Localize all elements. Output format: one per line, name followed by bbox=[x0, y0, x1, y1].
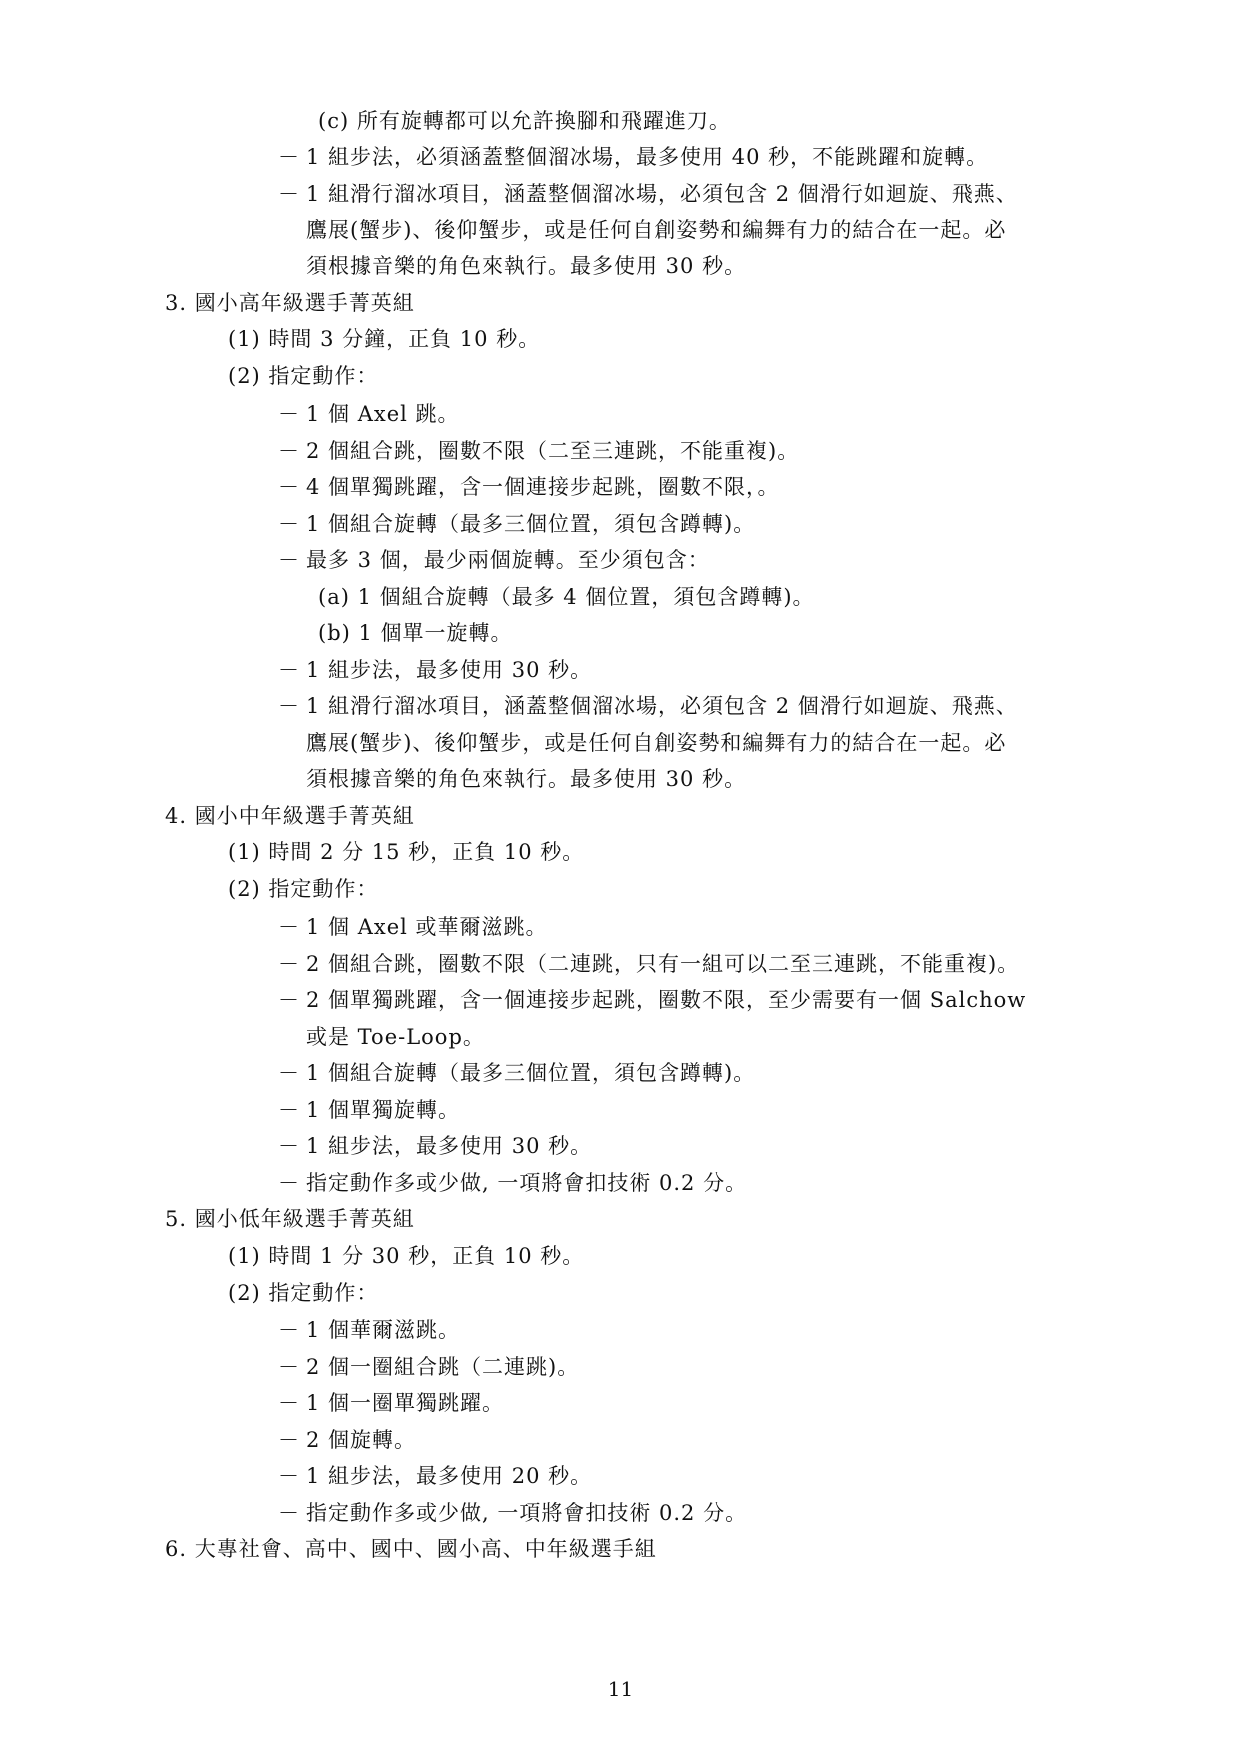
bullet-item: － 1 組步法，最多使用 30 秒。 bbox=[278, 1134, 593, 1158]
sub-item: (2) 指定動作： bbox=[228, 1281, 379, 1305]
sub-item: (1) 時間 3 分鐘，正負 10 秒。 bbox=[228, 327, 541, 351]
bullet-item: － 1 個單獨旋轉。 bbox=[278, 1098, 461, 1122]
section-heading: 6. 大專社會、高中、國中、國小高、中年級選手組 bbox=[165, 1537, 657, 1561]
bullet-item: － 1 個組合旋轉（最多三個位置，須包含蹲轉)。 bbox=[278, 512, 756, 536]
bullet-item: － 1 個組合旋轉（最多三個位置，須包含蹲轉)。 bbox=[278, 1061, 756, 1085]
bullet-item: － 1 組步法，最多使用 30 秒。 bbox=[278, 658, 593, 682]
bullet-item: － 2 個旋轉。 bbox=[278, 1428, 417, 1452]
section-heading: 5. 國小低年級選手菁英組 bbox=[165, 1207, 415, 1231]
bullet-item: － 指定動作多或少做, 一項將會扣技術 0.2 分。 bbox=[278, 1171, 748, 1195]
bullet-item: － 2 個組合跳，圈數不限（二連跳，只有一組可以二至三連跳，不能重複)。 bbox=[278, 952, 1020, 976]
bullet-item: － 1 個 Axel 跳。 bbox=[278, 402, 460, 426]
bullet-item: － 1 個一圈單獨跳躍。 bbox=[278, 1391, 505, 1415]
bullet-item: － 4 個單獨跳躍，含一個連接步起跳，圈數不限，。 bbox=[278, 475, 780, 499]
sub-item: (2) 指定動作： bbox=[228, 877, 379, 901]
sub-item: (1) 時間 2 分 15 秒，正負 10 秒。 bbox=[228, 840, 585, 864]
sub-item: (1) 時間 1 分 30 秒，正負 10 秒。 bbox=[228, 1244, 585, 1268]
bullet-item: － 1 個 Axel 或華爾滋跳。 bbox=[278, 915, 548, 939]
sub-item-a: (a) 1 個組合旋轉（最多 4 個位置，須包含蹲轉)。 bbox=[318, 585, 815, 609]
bullet-item: － 1 組滑行溜冰項目，涵蓋整個溜冰場，必須包含 2 個滑行如迴旋、飛燕、 bbox=[278, 694, 1018, 718]
bullet-continuation: 鷹展(蟹步)、後仰蟹步，或是任何自創姿勢和編舞有力的結合在一起。必 bbox=[306, 218, 1007, 242]
sub-item-c: (c) 所有旋轉都可以允許換腳和飛躍進刀。 bbox=[318, 109, 731, 133]
bullet-continuation: 鷹展(蟹步)、後仰蟹步，或是任何自創姿勢和編舞有力的結合在一起。必 bbox=[306, 731, 1007, 755]
bullet-continuation: 須根據音樂的角色來執行。最多使用 30 秒。 bbox=[306, 254, 747, 278]
page-number: 11 bbox=[607, 1677, 634, 1701]
bullet-item: － 最多 3 個，最少兩個旋轉。至少須包含： bbox=[278, 548, 710, 572]
bullet-item: － 1 組步法，必須涵蓋整個溜冰場，最多使用 40 秒，不能跳躍和旋轉。 bbox=[278, 145, 989, 169]
section-heading: 3. 國小高年級選手菁英組 bbox=[165, 291, 415, 315]
bullet-item: － 1 組滑行溜冰項目，涵蓋整個溜冰場，必須包含 2 個滑行如迴旋、飛燕、 bbox=[278, 182, 1018, 206]
bullet-item: － 2 個單獨跳躍，含一個連接步起跳，圈數不限，至少需要有一個 Salchow bbox=[278, 988, 1027, 1012]
bullet-continuation: 或是 Toe-Loop。 bbox=[306, 1025, 485, 1049]
bullet-item: － 1 個華爾滋跳。 bbox=[278, 1318, 461, 1342]
bullet-continuation: 須根據音樂的角色來執行。最多使用 30 秒。 bbox=[306, 767, 747, 791]
sub-item-b: (b) 1 個單一旋轉。 bbox=[318, 621, 513, 645]
sub-item: (2) 指定動作： bbox=[228, 364, 379, 388]
bullet-item: － 指定動作多或少做, 一項將會扣技術 0.2 分。 bbox=[278, 1501, 748, 1525]
bullet-item: － 2 個組合跳，圈數不限（二至三連跳，不能重複)。 bbox=[278, 439, 800, 463]
bullet-item: － 1 組步法，最多使用 20 秒。 bbox=[278, 1464, 593, 1488]
bullet-item: － 2 個一圈組合跳（二連跳)。 bbox=[278, 1355, 580, 1379]
section-heading: 4. 國小中年級選手菁英組 bbox=[165, 804, 415, 828]
